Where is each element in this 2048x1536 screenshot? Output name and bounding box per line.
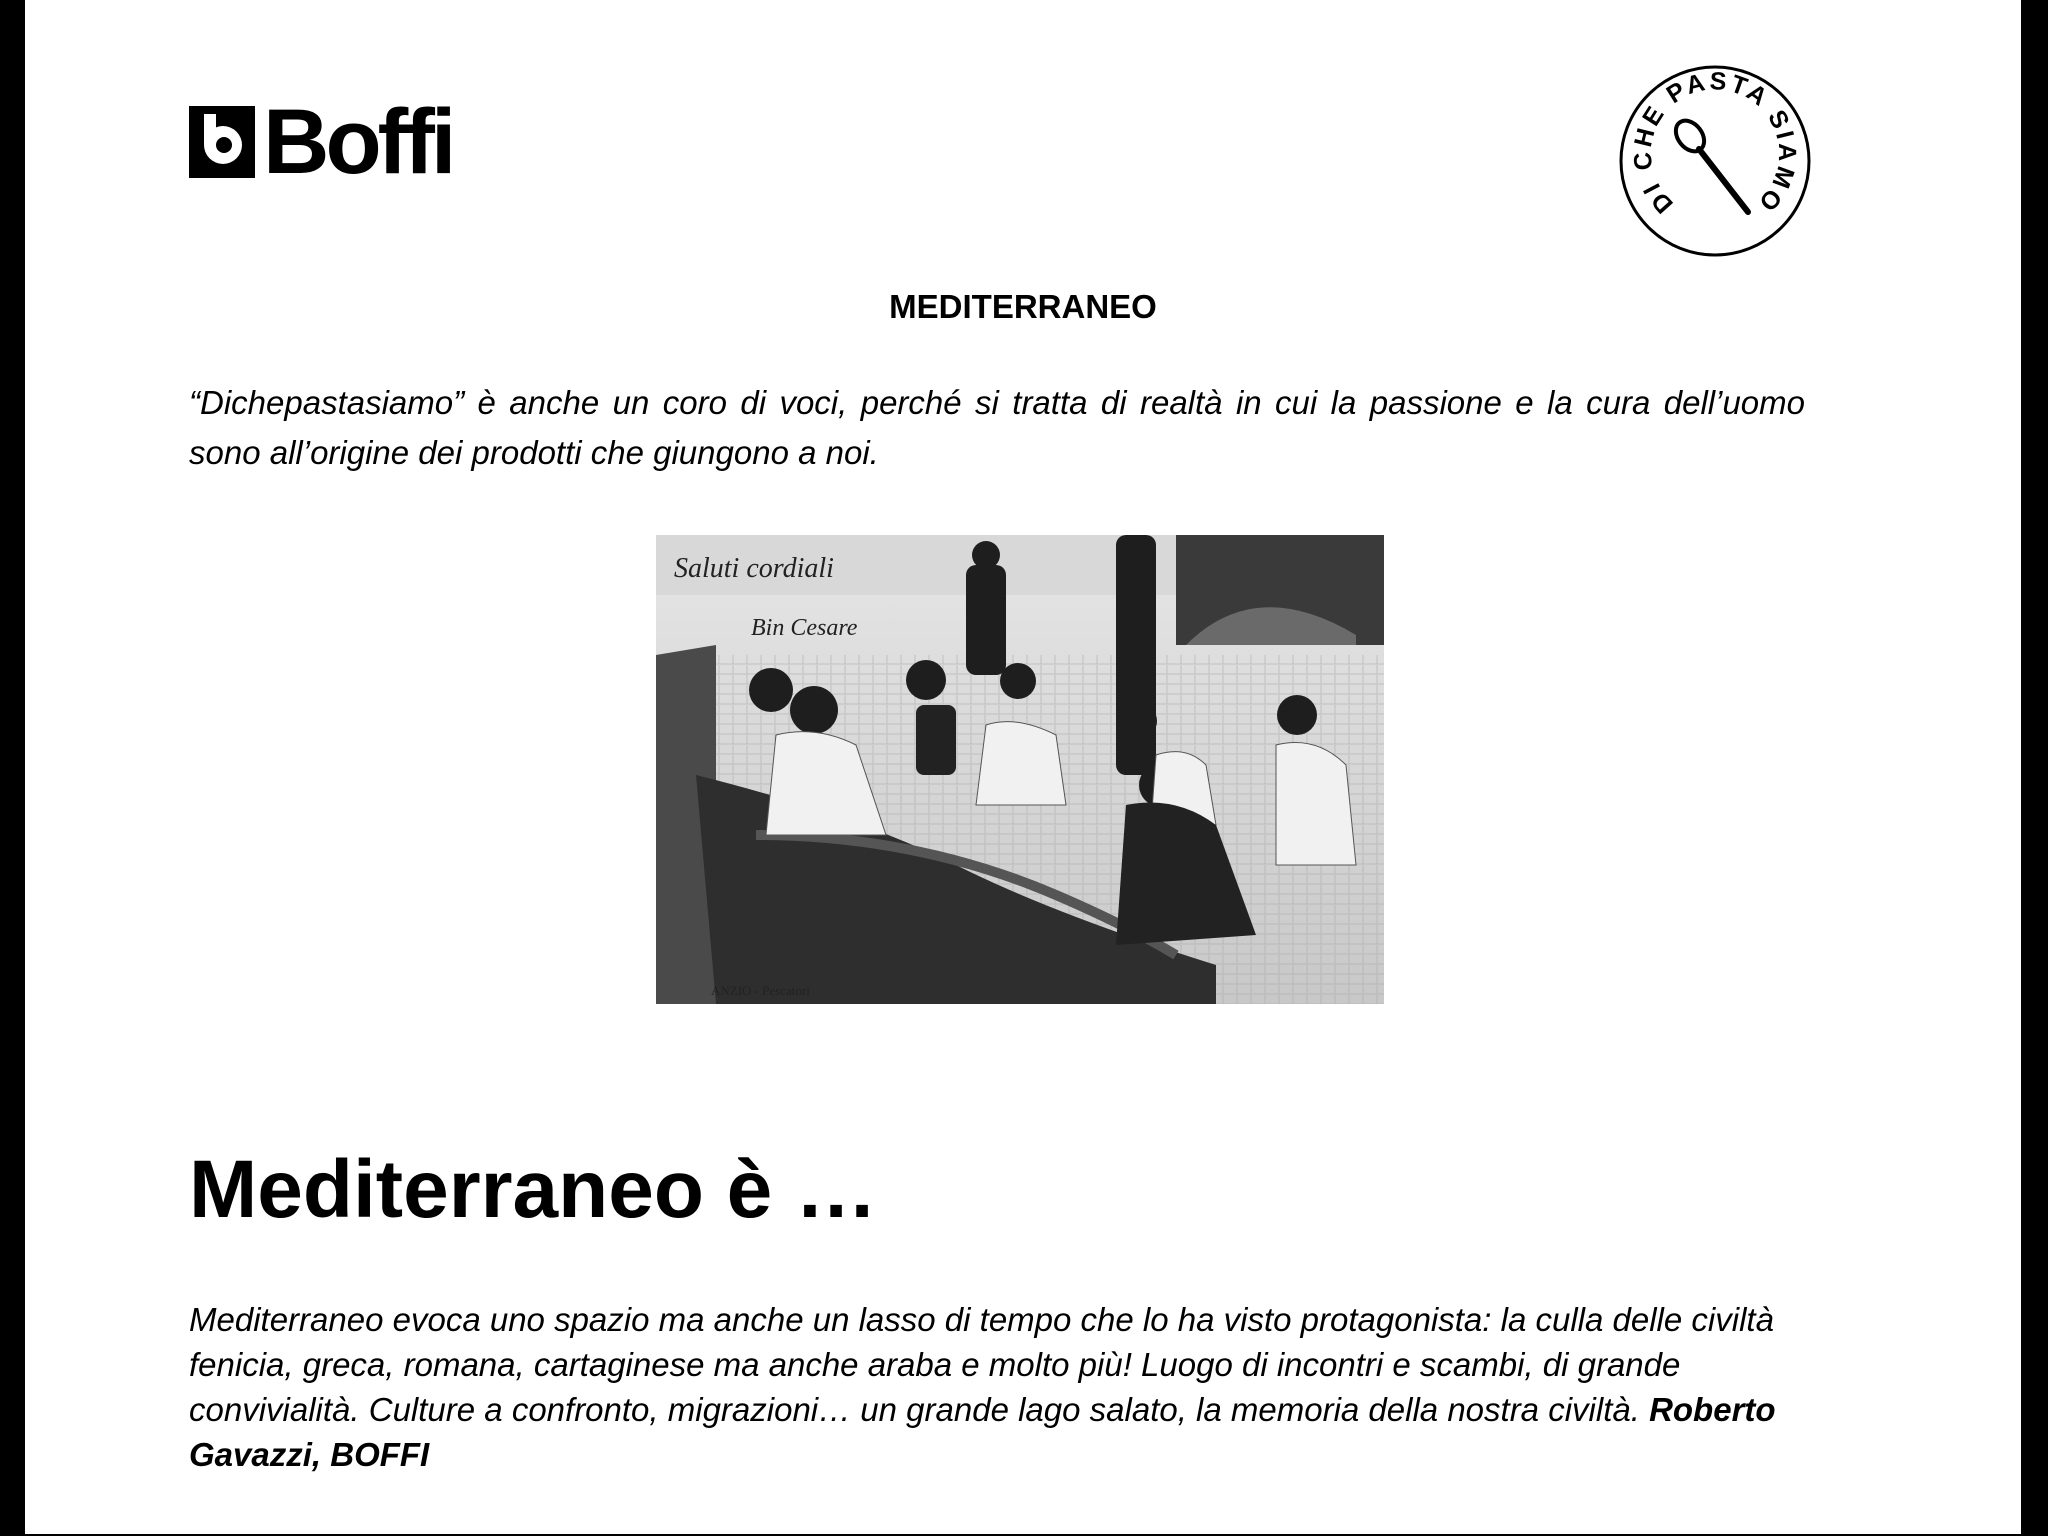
closing-paragraph [189,1297,1805,1477]
photo-caption: ANZIO - Pescatori [711,983,810,998]
page-heading: MEDITERRANEO [889,288,1157,325]
intro-paragraph: “Dichepastasiamo” è anche un coro di voci, perché si tratta di realtà in cui la passione e la cura dell’uomo sono all’origine dei prodotti che giungono a noi. [189,384,1805,471]
dichepastasiamo-stamp-logo [1613,59,1817,263]
stamp-text: DI CHE PASTA SIAMO [1628,67,1802,219]
vintage-fishermen-photo [656,535,1384,1004]
handwritten-greeting: Saluti cordiali [674,553,834,584]
boffi-logo-text: Boffi [263,91,453,193]
section-title: Mediterraneo è … [189,1144,878,1235]
boffi-logo [189,91,453,193]
spoon-icon [1670,115,1748,212]
boffi-logo-mark-icon [189,106,255,178]
closing-text: Mediterraneo evoca uno spazio ma anche un lasso di tempo che lo ha visto protagonista: la culla delle civiltà fenicia, greca, romana, cartaginese ma anche araba e molto più! Luogo di incontri e scambi, di grande convivialità. Culture a confronto, migrazioni… un grande lago salato, la memoria della nostra civiltà. [189,1301,1774,1428]
author-credit: Roberto Gavazzi, BOFFI [189,1391,1776,1473]
handwritten-signature: Bin Cesare [751,615,858,641]
